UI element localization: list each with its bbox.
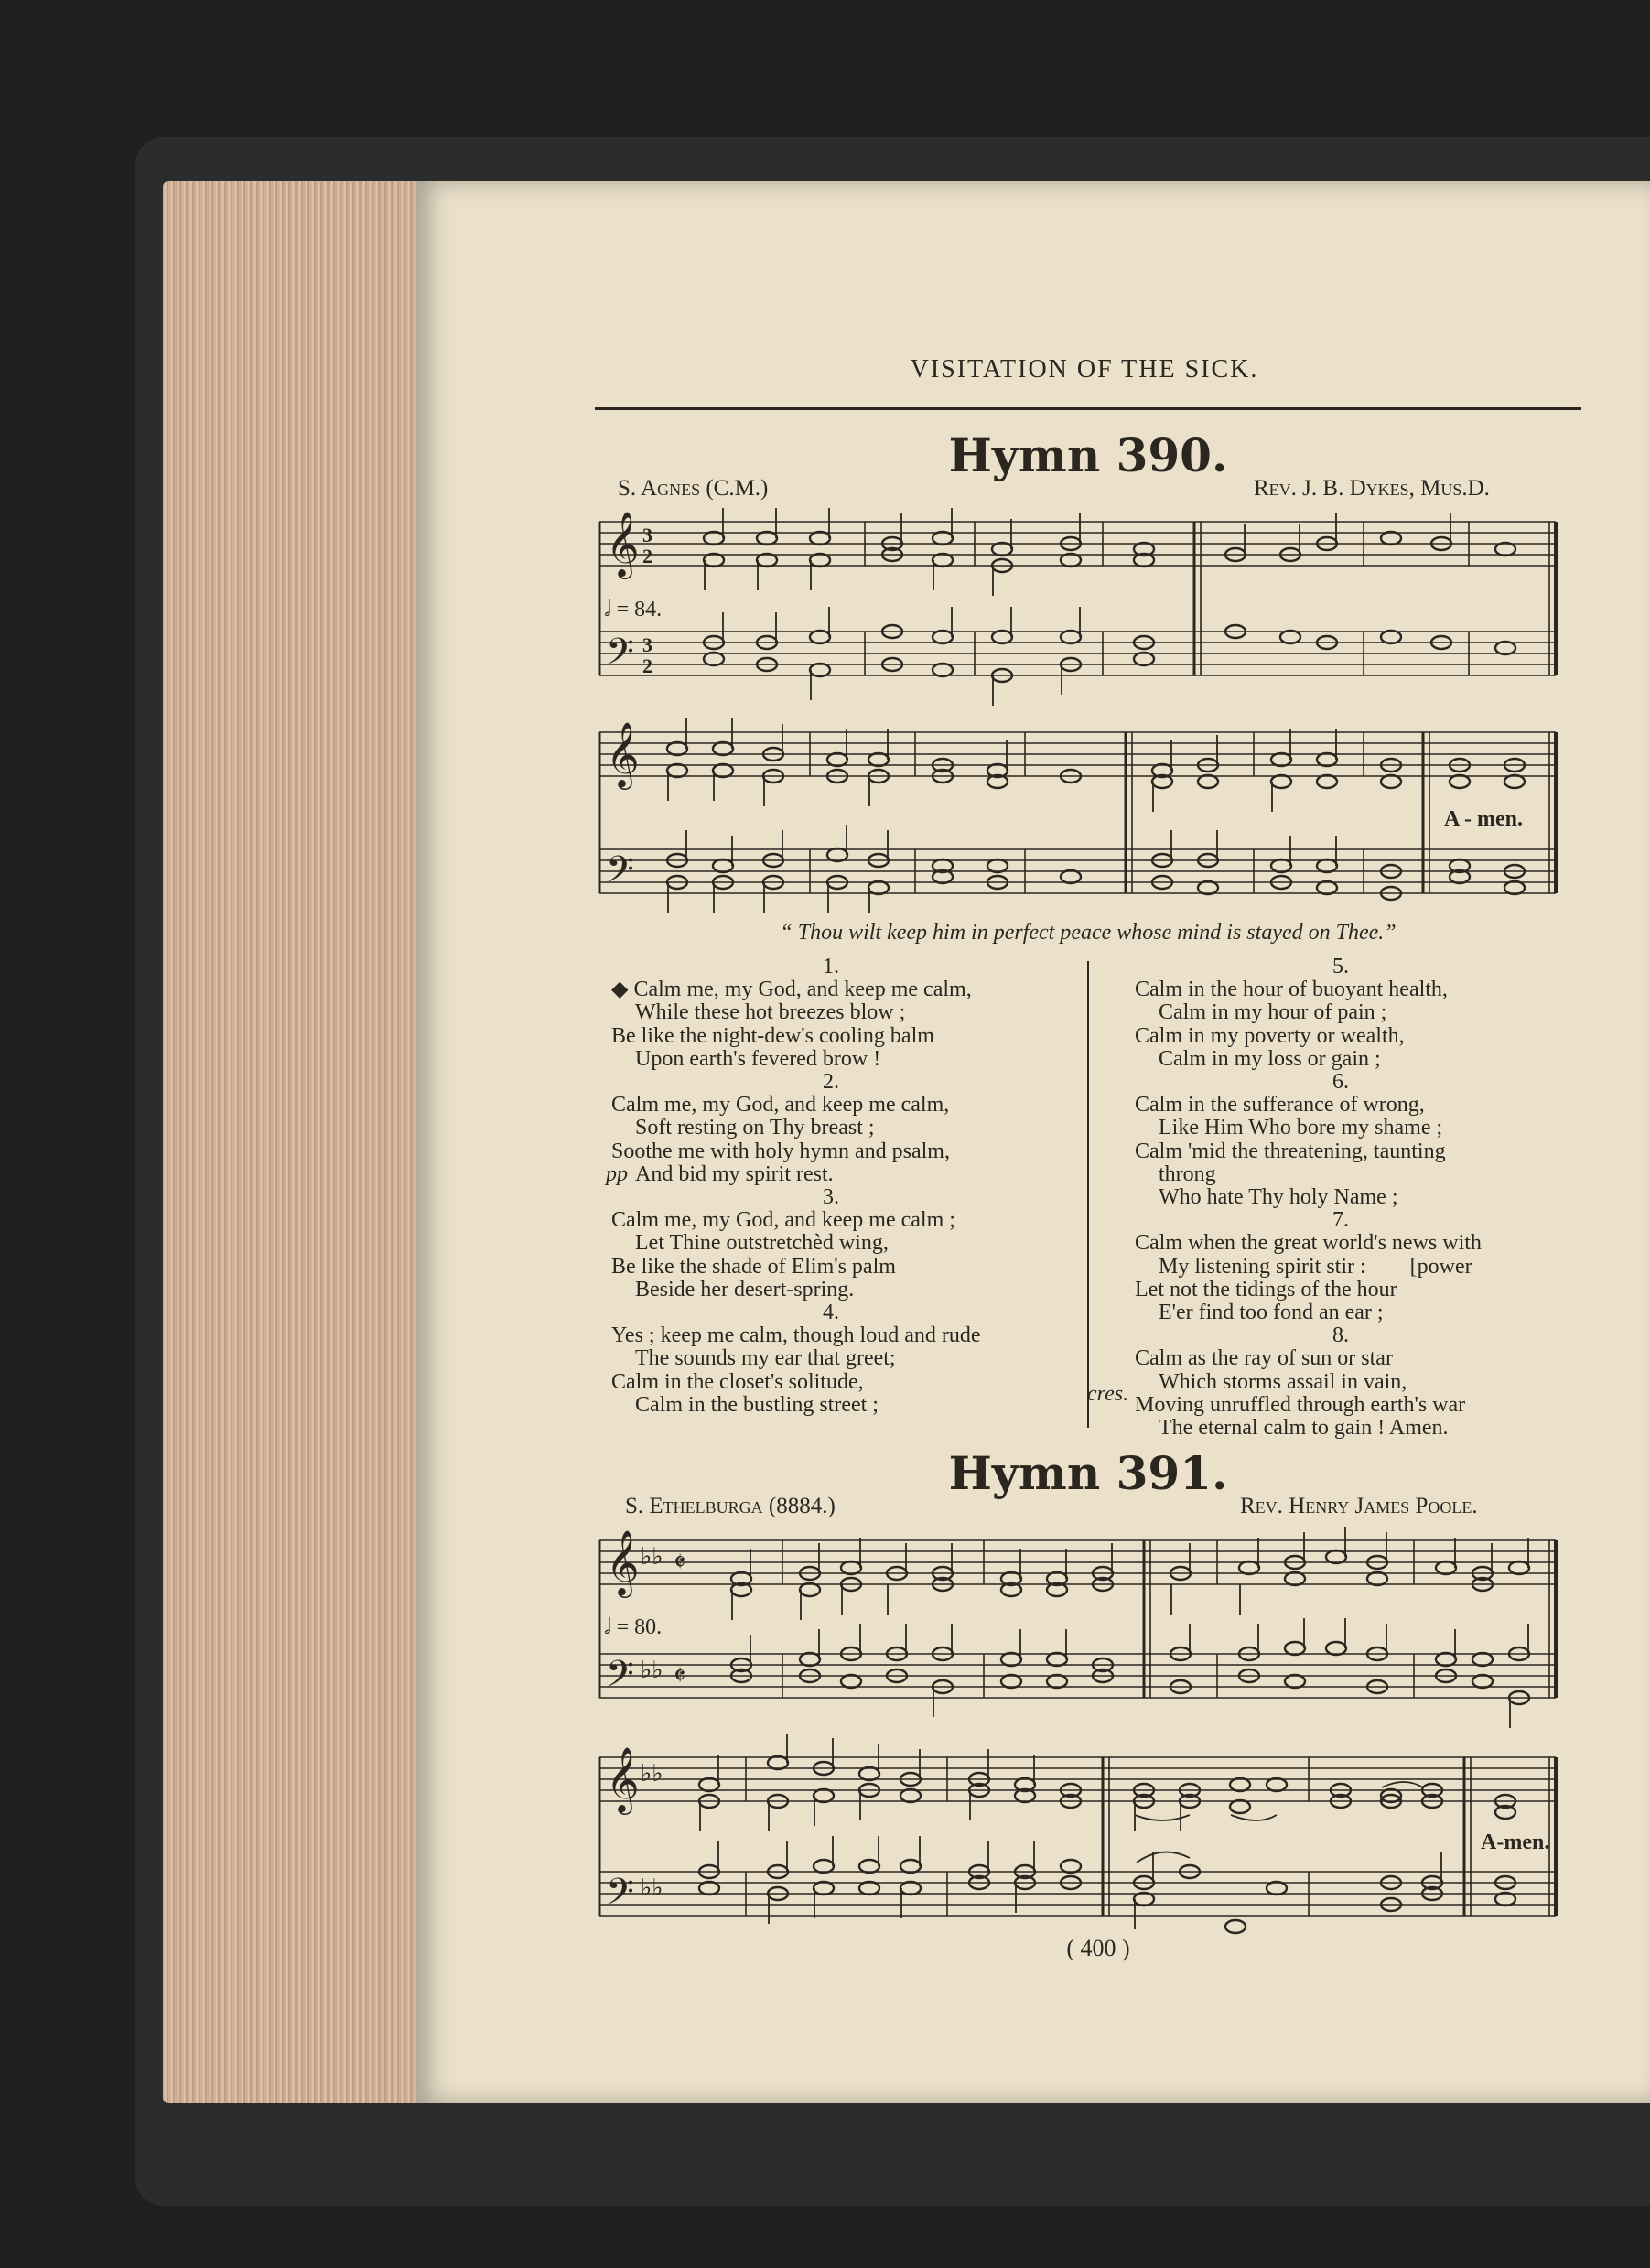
verse-line: Beside her desert-spring.: [635, 1277, 855, 1301]
hymn-390-title: Hymn 390.: [948, 428, 1228, 482]
verse-line: Soft resting on Thy breast ;: [635, 1116, 875, 1140]
hymn-391-tempo: 𝅗𝅥 = 80.: [604, 1615, 663, 1639]
svg-text:𝄢: 𝄢: [606, 850, 634, 899]
verse-line: Be like the night-dew's cooling balm: [611, 1023, 934, 1048]
hymn-390-composer: Rev. J. B. Dykes, Mus.D.: [1254, 476, 1490, 501]
svg-text:♭♭: ♭♭: [641, 1874, 663, 1901]
column-divider: [1087, 961, 1089, 1428]
svg-text:𝄞: 𝄞: [606, 1532, 640, 1594]
svg-text:♭♭: ♭♭: [641, 1657, 663, 1683]
verse-line: And bid my spirit rest.: [635, 1161, 834, 1186]
svg-text:𝄢: 𝄢: [606, 632, 634, 681]
page-number: ( 400 ): [1066, 1935, 1130, 1961]
verse-line: Which storms assail in vain,: [1159, 1369, 1407, 1394]
svg-text:2: 2: [642, 654, 652, 677]
verse-line: Soothe me with holy hymn and psalm,: [611, 1139, 950, 1163]
verse-number: 7.: [1332, 1208, 1349, 1233]
verse-line: The sounds my ear that greet;: [635, 1346, 896, 1371]
svg-text:𝄢: 𝄢: [606, 1873, 634, 1921]
verse-number: 3.: [823, 1185, 839, 1210]
verse-line: Calm in my poverty or wealth,: [1135, 1023, 1405, 1048]
verse-line: Calm as the ray of sun or star: [1135, 1346, 1393, 1371]
svg-text:𝄢: 𝄢: [606, 1655, 634, 1703]
hymn-390-tune: S. Agnes (C.M.): [618, 476, 769, 501]
svg-text:♭♭: ♭♭: [641, 1543, 663, 1570]
verse-line: ◆ Calm me, my God, and keep me calm,: [611, 977, 972, 1002]
verse-number: 8.: [1332, 1323, 1349, 1348]
verse-line: Calm me, my God, and keep me calm ;: [611, 1208, 955, 1233]
hymn-391-score-system-2: [595, 1734, 1581, 1940]
dynamic-marking-cres: cres.: [1087, 1382, 1129, 1406]
svg-text:3: 3: [642, 524, 652, 546]
hymn-391-score-system-1: [595, 1524, 1581, 1734]
verse-line: My listening spirit stir : [power: [1159, 1254, 1472, 1279]
verse-line: Calm in the sufferance of wrong,: [1135, 1093, 1425, 1118]
verse-line: E'er find too fond an ear ;: [1159, 1301, 1384, 1325]
svg-text:2: 2: [642, 545, 652, 567]
svg-text:𝄞: 𝄞: [606, 724, 640, 786]
hymn-391-amen: A-men.: [1481, 1831, 1550, 1854]
hymn-390-verses-right: [1135, 956, 1583, 1440]
verse-number: 2.: [823, 1070, 839, 1095]
verse-line: Let not the tidings of the hour: [1135, 1277, 1397, 1301]
verse-number: 5.: [1332, 955, 1349, 978]
hymn-390-epigraph: “ Thou wilt keep him in perfect peace whose mind is stayed on Thee.”: [780, 921, 1397, 945]
verse-line: Be like the shade of Elim's palm: [611, 1254, 896, 1279]
verse-number: 6.: [1332, 1070, 1349, 1095]
svg-text:𝄵: 𝄵: [674, 1548, 686, 1578]
verse-line: Calm in the hour of buoyant health,: [1135, 977, 1448, 1002]
verse-line: Who hate Thy holy Name ;: [1159, 1185, 1398, 1210]
dynamic-marking-pp: pp: [606, 1162, 628, 1186]
verse-number: 1.: [823, 955, 839, 978]
verse-line: While these hot breezes blow ;: [635, 1000, 906, 1025]
svg-text:𝄞: 𝄞: [606, 1749, 640, 1811]
verse-line: throng: [1159, 1161, 1216, 1186]
hymn-390-amen: A - men.: [1444, 807, 1523, 831]
verse-line: Calm in the bustling street ;: [635, 1392, 879, 1417]
verse-line: Calm when the great world's news with: [1135, 1231, 1482, 1256]
running-header: VISITATION OF THE SICK.: [910, 355, 1259, 383]
svg-text:𝄵: 𝄵: [674, 1661, 686, 1691]
verse-line: Calm 'mid the threatening, taunting: [1135, 1139, 1446, 1163]
verse-line: Moving unruffled through earth's war: [1135, 1392, 1466, 1417]
verse-line: Calm in my loss or gain ;: [1159, 1046, 1381, 1071]
verse-number: 4.: [823, 1301, 839, 1325]
verse-line: Yes ; keep me calm, though loud and rude: [611, 1323, 981, 1348]
verse-line: Calm me, my God, and keep me calm,: [611, 1093, 950, 1118]
hymn-390-score-system-2: [595, 714, 1581, 915]
page-edges: [163, 181, 428, 2103]
verse-line: The eternal calm to gain ! Amen.: [1159, 1416, 1449, 1441]
header-rule: [595, 407, 1581, 410]
hymn-391-tune: S. Ethelburga (8884.): [625, 1494, 836, 1518]
verse-line: Calm in the closet's solitude,: [611, 1369, 864, 1394]
verse-line: Like Him Who bore my shame ;: [1159, 1116, 1443, 1140]
svg-text:3: 3: [642, 633, 652, 656]
hymn-391-composer: Rev. Henry James Poole.: [1240, 1494, 1478, 1518]
verse-line: Calm in my hour of pain ;: [1159, 1000, 1387, 1025]
svg-text:♭♭: ♭♭: [641, 1760, 663, 1787]
verse-line: Let Thine outstretchèd wing,: [635, 1231, 889, 1256]
hymn-390-verses-left: [611, 956, 1087, 1417]
hymn-390-tempo: 𝅗𝅥 = 84.: [604, 598, 663, 621]
verse-line: Upon earth's fevered brow !: [635, 1046, 881, 1071]
svg-text:𝄞: 𝄞: [606, 513, 640, 576]
hymn-390-score-system-1: [595, 508, 1581, 728]
hymn-391-title: Hymn 391.: [948, 1446, 1228, 1500]
